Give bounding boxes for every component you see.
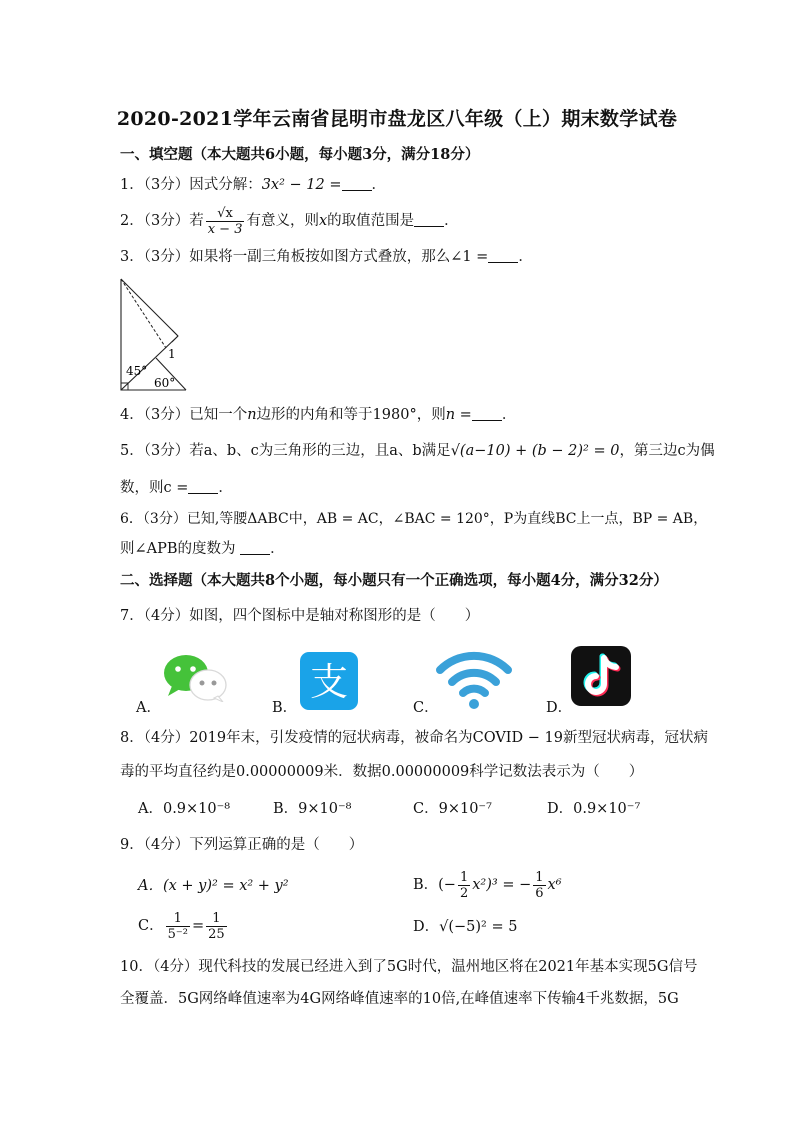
question-10-line-2: 全覆盖．5G网络峰值速率为4G网络峰值速率的10倍,在峰值速率下传输4千兆数据，5G (120, 991, 679, 1007)
q9-option-d: D．√(−5)² = 5 (413, 919, 518, 935)
question-7: 7．（4分）如图，四个图标中是轴对称图形的是（ ） (120, 608, 480, 624)
q8-option-c: C．9×10⁻⁷ (413, 801, 492, 817)
wifi-icon (434, 648, 514, 710)
option-a-label: A． (136, 700, 161, 716)
svg-text:支: 支 (309, 660, 349, 704)
angle-60-label: 60° (154, 376, 176, 390)
option-b-label: B． (272, 700, 298, 716)
tiktok-icon (571, 646, 631, 706)
answer-blank (472, 406, 502, 421)
section-fill-in: 一、填空题（本大题共6小题，每小题3分，满分18分） (120, 146, 480, 163)
answer-blank (342, 176, 372, 191)
answer-blank (188, 479, 218, 494)
q9-option-a: A．(x + y)² = x² + y² (138, 878, 289, 894)
answer-blank (414, 212, 444, 227)
q8-option-d: D．0.9×10⁻⁷ (547, 801, 641, 817)
alipay-icon (300, 652, 358, 710)
question-6-line-2: 则∠APB的度数为 ． (120, 541, 285, 557)
triangle-rulers-figure (116, 276, 192, 394)
option-d-label: D． (546, 700, 573, 716)
question-5-line-2: 数，则c = ． (120, 480, 233, 496)
question-8-line-1: 8．（4分）2019年末，引发疫情的冠状病毒，被命名为COVID − 19新型冠状病毒，冠状病 (120, 730, 708, 746)
question-10-line-1: 10．（4分）现代科技的发展已经进入到了5G时代，温州地区将在2021年基本实现5G信号 (120, 959, 698, 975)
option-c-label: C． (413, 700, 439, 716)
wechat-icon (162, 652, 228, 702)
question-6-line-1: 6．（3分）已知,等腰ΔABC中，AB = AC，∠BAC = 120°，P为直线BC上一点，BP = AB， (120, 511, 708, 527)
q9-option-b: B．(− $\frac{1}{2}$ x²)³ = − $\frac{1}{6}$ x⁶ (413, 869, 562, 901)
section-multiple-choice: 二、选择题（本大题共8个小题，每小题只有一个正确选项，每小题4分，满分32分） (120, 572, 668, 589)
answer-blank (488, 248, 518, 263)
angle-1-label: 1 (168, 347, 176, 361)
question-4: 4．（3分）已知一个n边形的内角和等于1980°，则n = ． (120, 407, 517, 423)
fraction: $\frac{√x}{x - 3}$ (207, 205, 243, 237)
angle-45-label: 45° (126, 364, 148, 378)
q8-option-a: A．0.9×10⁻⁸ (138, 801, 231, 817)
q9-option-c: C． $\frac{1}{\text{5⁻²}}$ = $\frac{1}{25}$ (138, 910, 225, 942)
question-3: 3．（3分）如果将一副三角板按如图方式叠放，那么∠1 = ． (120, 249, 533, 265)
answer-blank (240, 540, 270, 555)
question-8-line-2: 毒的平均直径约是0.00000009米．数据0.00000009科学记数法表示为（ ） (120, 764, 644, 780)
q8-option-b: B．9×10⁻⁸ (273, 801, 352, 817)
question-9: 9．（4分）下列运算正确的是（ ） (120, 837, 364, 853)
page-title: 2020-2021学年云南省昆明市盘龙区八年级（上）期末数学试卷 (116, 108, 678, 130)
question-5-line-1: 5．（3分）若a、b、c为三角形的三边，且a、b满足√(a−10) + (b − 2)² = 0，第三边c为偶 (120, 443, 715, 459)
question-1: 1．（3分）因式分解：3x² − 12 = ． (120, 177, 386, 193)
question-2: 2．（3分）若 $\frac{√x}{x - 3}$ 有意义，则x的取值范围是 ． (120, 205, 459, 237)
